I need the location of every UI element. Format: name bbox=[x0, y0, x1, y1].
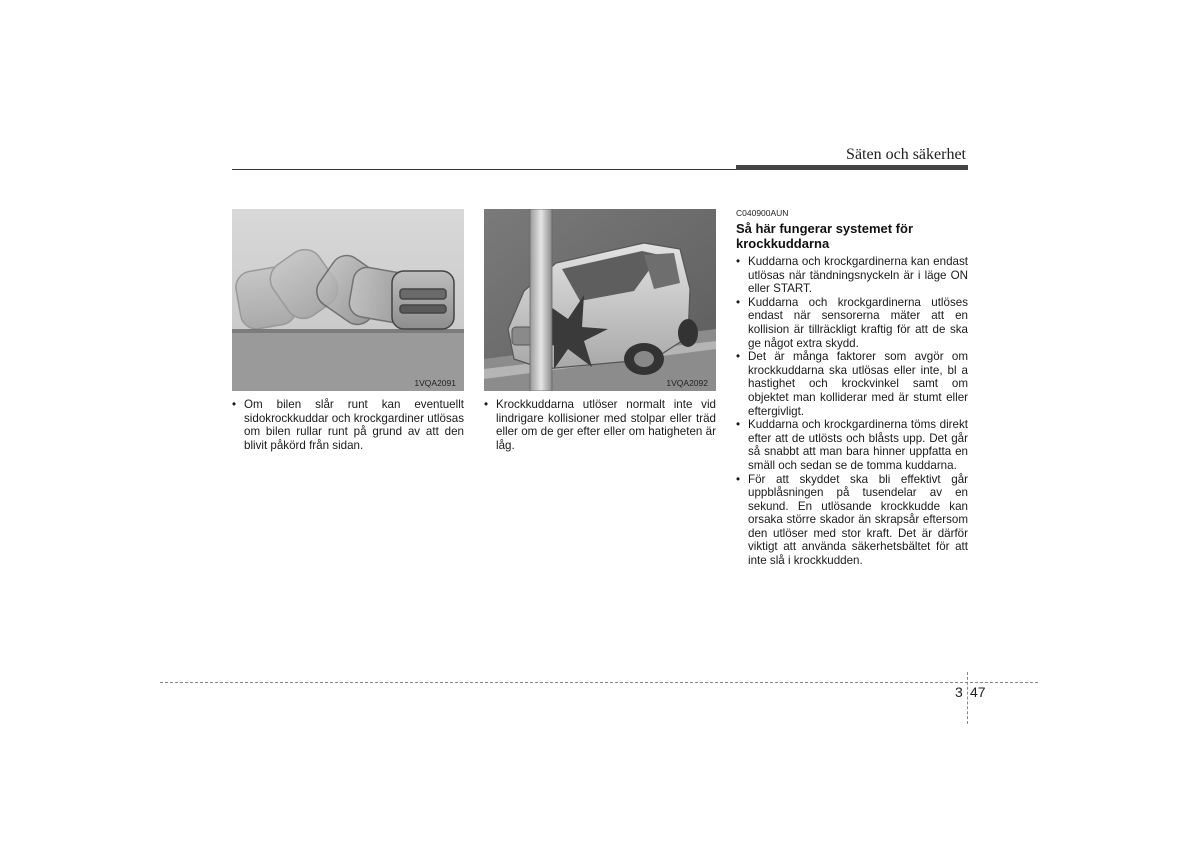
pole-bullets bbox=[484, 398, 716, 452]
bullet-marker: • bbox=[484, 398, 489, 411]
document-code: C040900AUN bbox=[736, 208, 789, 218]
list-item bbox=[484, 398, 716, 452]
bullet-text: Om bilen slår runt kan eventuellt sidokrockkuddar och krockgardiner utlösas om bilen rullar runt på grund av att den blivit påkörd från sidan. bbox=[244, 398, 464, 452]
bullet-marker: • bbox=[736, 295, 741, 309]
page-number: 47 bbox=[970, 684, 986, 700]
bullet-marker: • bbox=[736, 350, 741, 364]
section-heading: Så här fungerar systemet för krockkuddarna bbox=[736, 221, 914, 251]
bullet-marker: • bbox=[736, 472, 741, 486]
bullet-text: Kuddarna och krockgardinerna kan endast utlösas när tändningsnyckeln är i läge ON eller START. bbox=[748, 255, 968, 296]
list-item bbox=[736, 473, 968, 568]
list-item bbox=[736, 296, 968, 350]
list-item bbox=[736, 350, 968, 418]
airbag-function-bullets bbox=[736, 255, 968, 568]
bullet-text: Kuddarna och krockgardinerna utlöses endast när sensorerna mäter att en kollision är tillräckligt kraftig för att de ska ge något extra skydd. bbox=[748, 295, 968, 350]
chapter-number: 3 bbox=[955, 684, 963, 700]
bullet-text: För att skyddet ska bli effektivt går uppblåsningen på tusendelar av en sekund. En utlösande krockkudde kan orsaka större skador än skrapsår eftersom den utlöser med stor kraft. Det är därför viktigt att använda säkerhetsbältet för att inte slå i krockkudden. bbox=[748, 472, 968, 568]
list-item bbox=[232, 398, 464, 452]
footer-page-separator bbox=[967, 672, 968, 724]
bullet-marker: • bbox=[736, 418, 741, 432]
header-tab-bar bbox=[736, 165, 968, 170]
figure-code: 1VQA2091 bbox=[414, 378, 456, 388]
figure-code: 1VQA2092 bbox=[666, 378, 708, 388]
list-item bbox=[736, 255, 968, 296]
footer-divider bbox=[160, 682, 1038, 683]
list-item bbox=[736, 418, 968, 472]
bullet-text: Krockkuddarna utlöser normalt inte vid lindrigare kollisioner med stolpar eller träd eller om de ger efter eller om hatigheten är låg. bbox=[496, 398, 716, 452]
bullet-marker: • bbox=[232, 398, 237, 411]
bullet-text: Det är många faktorer som avgör om krockkuddarna ska utlösas eller inte, bl a hastighet och krockvinkel samt om objektet man kolliderar med är stumt eller eftergivligt. bbox=[748, 350, 968, 418]
rollover-illustration bbox=[232, 209, 464, 391]
pole-collision-illustration bbox=[484, 209, 716, 391]
section-title: Säten och säkerhet bbox=[846, 146, 966, 163]
bullet-marker: • bbox=[736, 255, 741, 268]
rollover-bullets bbox=[232, 398, 464, 452]
bullet-text: Kuddarna och krockgardinerna töms direkt efter att de utlösts och blåsts upp. Det går så snabbt att man bara hinner uppfatta en smäll och sedan se de tomma kuddarna. bbox=[748, 418, 968, 472]
